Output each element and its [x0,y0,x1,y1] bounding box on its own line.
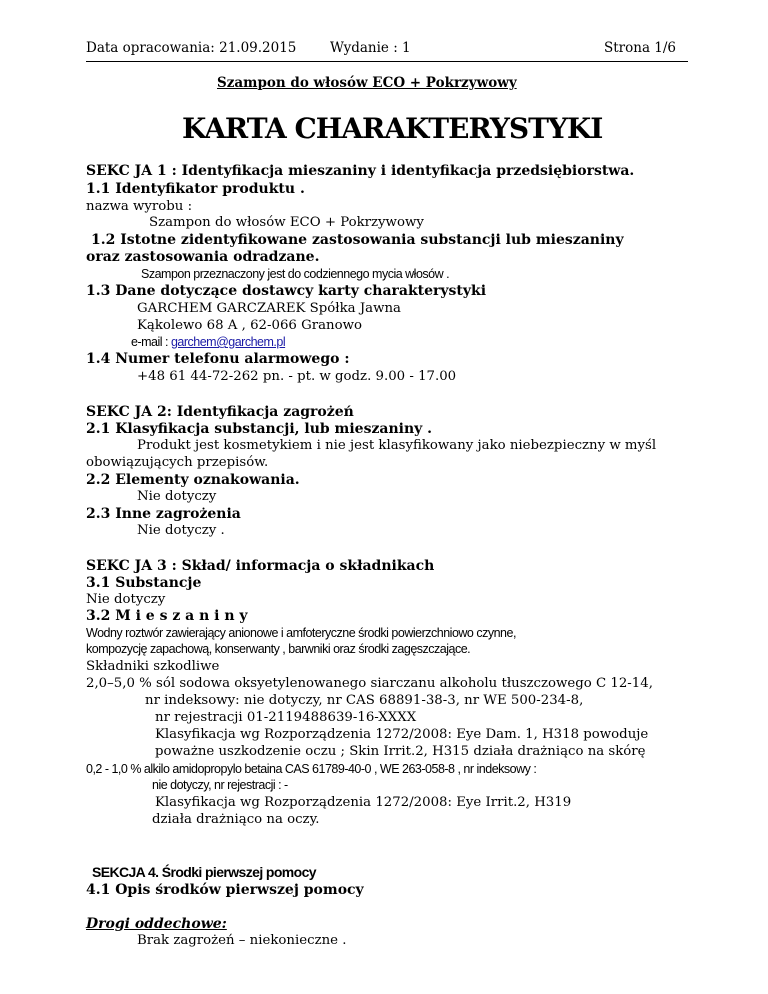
component-1-line-1: 2,0–5,0 % sól sodowa oksyetylenowanego siarczanu alkoholu tłuszczowego C 12-14, [86,676,653,691]
header-rule [86,61,688,62]
mixture-desc-1: Wodny roztwór zawierający anionowe i amfoteryczne środki powierzchniowo czynne, [86,626,516,640]
heading-1-1: 1.1 Identyfikator produktu . [86,181,305,197]
component-1-line-3: nr rejestracji 01-2119488639-16-XXXX [155,710,417,725]
header-date: Data opracowania: 21.09.2015 [86,40,297,56]
section-3-heading: SEKC JA 3 : Skład/ informacja o składnikach [86,558,435,574]
header-page: Strona 1/6 [604,40,677,56]
product-subtitle: Szampon do włosów ECO + Pokrzywowy [217,75,517,91]
label-product-name: nazwa wyrobu : [86,199,193,214]
heading-3-2: 3.2 M i e s z a n i n y [86,608,248,624]
document-title: KARTA CHARAKTERYSTYKI [182,112,603,145]
component-2-line-4: działa drażniąco na oczy. [152,812,320,827]
heading-2-2: 2.2 Elementy oznakowania. [86,472,300,488]
company-address: Kąkolewo 68 A , 62-066 Granowo [137,318,362,333]
email-link[interactable]: garchem@garchem.pl [170,335,286,349]
section-2-heading: SEKC JA 2: Identyfikacja zagrożeń [86,404,354,420]
company-email-row [131,335,285,349]
heading-1-2b: oraz zastosowania odradzane. [86,249,320,265]
product-name: Szampon do włosów ECO + Pokrzywowy [149,215,424,230]
component-2-line-1: 0,2 - 1,0 % alkilo amidopropylo betaina CAS 61789-40-0 , WE 263-058-8 , nr indeksowy : [86,762,537,776]
heading-3-1: 3.1 Substancje [86,575,202,591]
email-label: e-mail : [131,335,171,349]
component-1-line-4: Klasyfikacja wg Rozporządzenia 1272/2008: Eye Dam. 1, H318 powoduje [155,727,649,742]
text-2-1b: obowiązujących przepisów. [86,455,269,470]
component-2-line-2: nie dotyczy, nr rejestracji : - [152,778,288,792]
harmful-label: Składniki szkodliwe [86,659,220,674]
text-3-1: Nie dotyczy [86,592,166,607]
text-2-2: Nie dotyczy [137,489,217,504]
heading-2-3: 2.3 Inne zagrożenia [86,506,241,522]
section-4-heading: SEKCJA 4. Środki pierwszej pomocy [92,864,316,880]
heading-1-2a: 1.2 Istotne zidentyfikowane zastosowania substancji lub mieszaniny [91,232,624,248]
section-1-heading: SEKC JA 1 : Identyfikacja mieszaniny i identyfikacja przedsiębiorstwa. [86,163,635,179]
component-1-line-2: nr indeksowy: nie dotyczy, nr CAS 68891-38-3, nr WE 500-234-8, [145,693,584,708]
header-edition: Wydanie : 1 [330,40,411,56]
respiratory-text: Brak zagrożeń – niekonieczne . [137,933,347,948]
heading-2-1: 2.1 Klasyfikacja substancji, lub mieszaniny . [86,421,433,437]
heading-4-1: 4.1 Opis środków pierwszej pomocy [86,882,364,898]
heading-1-3: 1.3 Dane dotyczące dostawcy karty charakterystyki [86,283,487,299]
component-1-line-5: poważne uszkodzenie oczu ; Skin Irrit.2, H315 działa drażniąco na skórę [155,744,646,759]
text-2-3: Nie dotyczy . [137,523,225,538]
mixture-desc-2: kompozycję zapachową, konserwanty , barwniki oraz środki zagęszczające. [86,642,471,656]
component-2-line-3: Klasyfikacja wg Rozporządzenia 1272/2008: Eye Irrit.2, H319 [155,795,572,810]
text-2-1a: Produkt jest kosmetykiem i nie jest klasyfikowany jako niebezpieczny w myśl [137,438,657,453]
respiratory-label: Drogi oddechowe: [86,916,227,932]
heading-1-4: 1.4 Numer telefonu alarmowego : [86,351,350,367]
emergency-phone: +48 61 44-72-262 pn. - pt. w godz. 9.00 - 17.00 [137,369,457,384]
company-name: GARCHEM GARCZAREK Spółka Jawna [137,301,401,316]
product-use: Szampon przeznaczony jest do codziennego mycia włosów . [141,267,450,281]
